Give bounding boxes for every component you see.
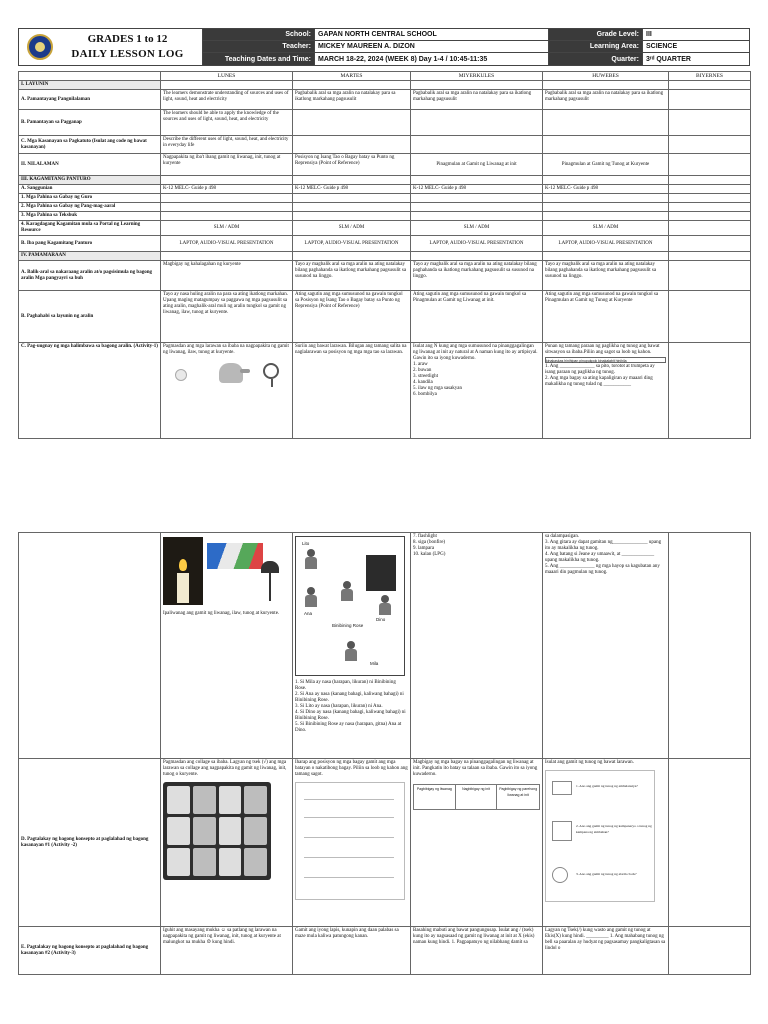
row-label-pag-uugnay: C. Pag-uugnay ng mga halimbawa sa bagong aralin. (Activity-1) <box>19 343 161 439</box>
person-icon <box>304 549 318 569</box>
row-label-pagtalakay-1: D. Pagtalakay ng bagong konsepto at paglalahad ng bagong kasanayan #1 (Activity -2) <box>19 759 161 927</box>
p2-mon-caption: Ipaliwanag ang gamit ng liwanag, ilaw, tunog at kuryente. <box>163 611 280 616</box>
candle-icon <box>163 537 203 605</box>
ambulance-icon <box>552 781 572 795</box>
lightbulb-icon <box>175 369 187 381</box>
cell <box>669 236 751 252</box>
list-item: 2. buwan <box>413 368 432 373</box>
cell: LAPTOP, AUDIO-VISUAL PRESENTATION <box>411 236 543 252</box>
cell-p2-mon <box>161 533 293 759</box>
teacher-value: MICKEY MAUREEN A. DIZON <box>315 41 549 53</box>
church-bell-icon <box>552 821 572 841</box>
header-info-grid <box>203 29 749 65</box>
blackboard-icon <box>366 555 396 591</box>
row-label-kasanayan: C. Mga Kasanayan sa Pagkatuto (Isulat ang code ng bawat kasanayan) <box>19 136 161 154</box>
day-friday: BIYERNES <box>669 72 751 81</box>
scene-name-dino: Dino <box>376 617 386 622</box>
list-item: 5. Ang ______________ ng mga hayop sa kagubatan any maaari din pagmulan ng tunog. <box>545 564 660 575</box>
cell <box>669 154 751 176</box>
cell: Suriin ang bawat larawan. Bilugan ang tamang salita na naglalarawan sa posisyon ng mga mga tao sa larawan. <box>293 343 411 439</box>
lesson-table-page-2 <box>18 532 751 975</box>
row-label-balik-aral: A. Balik-aral sa nakaraang aralin at/o pagsisimula ng bagong aralin Mga pangyayri sa buh <box>19 261 161 291</box>
sources-col-heat: Nagbibigay ng init <box>456 785 498 809</box>
person-icon <box>304 587 318 607</box>
section-pamamaraan: IV. PAMAMARAAN <box>19 252 161 261</box>
cell: Ating sagutin ang mga sumusunod na gawain tungkol sa Posisyon ng Isang Tao o Bagay batay sa Punto ng Reprensiya (Point of Reference) <box>293 291 411 343</box>
cell: Nagpapakita ng iba't ibang gamit ng liwanag, init, tunog at kuryente <box>161 154 293 176</box>
row-label-nilalaman: II. NILALAMAN <box>19 154 161 176</box>
row-label-iba-pang: B. Iba pang Kagamitang Panturo <box>19 236 161 252</box>
cell: SLM / ADM <box>543 221 669 236</box>
row-label-pamantayang: A. Pamantayang Pangnilalaman <box>19 90 161 110</box>
choices-box: kinakaskas hinihipan pinupukpok kinakalabit hinihila <box>545 357 666 363</box>
cell: Ating sagutin ang mga sumusunod na gawain tungkol sa Pinagmulan at Gamit ng Tunog at Kuryente <box>543 291 669 343</box>
list-item: 1. araw <box>413 362 428 367</box>
row-label-gabay-guro: 1. Mga Pahina sa Gabay ng Guro <box>19 194 161 203</box>
cell: Pagbabalik aral sa mga aralin na natalakay para sa ikatlong markahang pagsusulit <box>543 90 669 110</box>
grade-value: III <box>643 29 749 41</box>
sources-col-both: Pagbibigay ng parehong liwanag at init <box>499 787 538 797</box>
cell-activity2-thu <box>543 759 669 927</box>
sources-table <box>413 784 540 810</box>
dates-value: MARCH 18-22, 2024 (WEEK 8) Day 1-4 / 10:45-11:35 <box>315 53 549 65</box>
dates-label: Teaching Dates and Time: <box>203 53 315 65</box>
list-item: 3. Ang gitara ay dapat gamitan ng______________ upang ito ay makalikha ng tunog. <box>545 540 662 551</box>
cell-activity1-mon <box>161 343 293 439</box>
list-item: 1. Ang ______________ sa pito, torotot at trumpeta ay isang paraan ng paglikha ng tunog. <box>545 364 655 375</box>
quarter-label: Quarter: <box>549 53 643 65</box>
cell: LAPTOP, AUDIO-VISUAL PRESENTATION <box>543 236 669 252</box>
cell-empty <box>669 533 751 759</box>
cell-empty <box>669 343 751 439</box>
cell: K-12 MELC- Guide p 498 <box>293 185 411 194</box>
list-item: 2. Si Ana ay nasa (kanang bahagi, kaliwang bahagi) ni Binibining Rose. <box>295 692 404 703</box>
worksheet-picture <box>295 782 405 900</box>
cell: SLM / ADM <box>411 221 543 236</box>
cell-p2-wed <box>411 533 543 759</box>
light-sources-picture <box>163 537 290 611</box>
row-label-pagganap: B. Pamantayan sa Pagganap <box>19 110 161 136</box>
header <box>18 28 750 66</box>
cell-empty <box>19 533 161 759</box>
collage-picture <box>163 782 271 880</box>
activity2-thu-text: Isulat ang gamit ng tunog ng bawat larawan. <box>545 760 634 765</box>
cell-activity2-mon <box>161 759 293 927</box>
cell-activity2-tue <box>293 759 411 927</box>
cell <box>669 291 751 343</box>
cell <box>669 136 751 154</box>
row-label-gabay-magaaral: 2. Mga Pahina sa Gabay ng Pang-mag-aaral <box>19 203 161 212</box>
cell <box>669 110 751 136</box>
list-item: 7. flashlight <box>413 534 437 539</box>
cell <box>293 110 411 136</box>
activity2-mon-text: Pagmasdan ang collage sa ibaba. Lagyan ng tsek (√) ang mga larawan sa collage ang nagpapakita ng gamit ng liwanag, init, tunog o kuryente. <box>163 760 287 777</box>
deped-seal-icon <box>27 34 53 60</box>
list-item: 4. Si Dino ay nasa (kanang bahagi, kaliwang bahagi) ni Binibining Rose. <box>295 710 406 721</box>
title-grades: GRADES 1 to 12 <box>87 33 168 45</box>
cell: Gamit ang iyong lapis, kunapin ang daan palabas sa maze mula kaliwa patungong kanan. <box>293 927 411 975</box>
school-value: GAPAN NORTH CENTRAL SCHOOL <box>315 29 549 41</box>
cell <box>669 90 751 110</box>
activity2-tue-text: Iharap ang posisyon ng mga bagay gamit ang mga batayan o nakatibong bagay. Piliin sa loob ng kahon ang tamang sagot. <box>295 760 408 777</box>
person-icon <box>340 581 354 601</box>
days-header-row <box>19 72 751 81</box>
grade-label: Grade Level: <box>549 29 643 41</box>
cell: Tayo ay magbalik aral sa mga aralin na ating natalakay bilang paghahanda sa ikatlong markahang pagsusulit sa susunod na linggo. <box>543 261 669 291</box>
list-item: 6. bombilya <box>413 392 437 397</box>
cell: Tayo ay nasa huling aralin na para sa ating ikatlong markahan. Upang maging matagumpay sa paggawa ng mga pagsusulit sa ating aralin, maghalik-aral muli ng aralin tungkol sa gamit ng liwanag, ilaw, tunog at kuryente. <box>161 291 293 343</box>
school-label: School: <box>203 29 315 41</box>
activity1-mon-text: Pagmasdan ang mga larawan sa ibaba na nagpapakita ng gamit ng liwanag, ilaw, tunog at kuryente. <box>163 344 289 355</box>
alarm-clock-icon <box>552 867 568 883</box>
cell: Tayo ay magbalik aral sa mga aralin na ating natalakay bilang paghahanda sa ikatlong markahang pagsusulit sa susunod na linggo. <box>411 261 543 291</box>
cell-p2-thu <box>543 533 669 759</box>
cell: K-12 MELC- Guide p 498 <box>161 185 293 194</box>
cell: Magbigay ng kahalagahan ng kuryente <box>161 261 293 291</box>
cell-p2-tue <box>293 533 411 759</box>
cell: Pinagmulan at Gamit ng Tunog at Kuryente <box>543 154 669 176</box>
section-kagamitan: III. KAGAMITANG PANTURO <box>19 176 161 185</box>
blank-header <box>19 72 161 81</box>
teacher-label: Teacher: <box>203 41 315 53</box>
fan-icon <box>263 363 279 379</box>
lamp-icon <box>261 561 279 601</box>
cell-activity2-wed <box>411 759 543 927</box>
lesson-table-page-1 <box>18 71 751 439</box>
classroom-scene-picture <box>295 536 405 676</box>
list-item: 3. streetlight <box>413 374 438 379</box>
ws-line: 3. Ano ang gamit ng tunog ng alarm clock? <box>576 872 637 876</box>
section-layunin: I. LAYUNIN <box>19 81 161 90</box>
list-item: 8. siga (bonfire) <box>413 540 446 545</box>
list-item: 3. Si Lito ay nasa (harapan, likuran) ni Ana. <box>295 704 383 709</box>
titles <box>53 32 202 62</box>
cell: SLM / ADM <box>161 221 293 236</box>
ws-line: 2. Ano ang gamit ng tunog ng kampanaryo o tunog ng kampana ng simbahan? <box>576 824 652 834</box>
activity1-wed-text: Isulat ang N kung ang mga sumusunod na pinanggagalingan ng liwanag at init ay natural at A naman kung ito ay artipisyal. Gawin ito sa iyong kuwaderno. <box>413 344 538 361</box>
cell-empty <box>669 927 751 975</box>
cell: The learners should be able to apply the knowledge of the sources and uses of light, sound, heat, and electricity <box>161 110 293 136</box>
flags-icon <box>207 543 263 569</box>
list-item: 4. Ang batang si Jeane ay umaawit, at _____________ upang makalikha ng tunog. <box>545 552 655 563</box>
cell <box>543 110 669 136</box>
activity1-thu-text: Punan ng tamang paraan ng paglikha ng tunog ang bawat sitwasyon sa ibaba.Piliin ang sagot sa loob ng kahon. <box>545 344 660 355</box>
cell-activity1-wed <box>411 343 543 439</box>
sources-col-light: Pagbibigay ng liwanag <box>414 785 456 809</box>
list-item: 4. kandila <box>413 380 433 385</box>
person-icon <box>344 641 358 661</box>
cell: SLM / ADM <box>293 221 411 236</box>
cell: LAPTOP, AUDIO-VISUAL PRESENTATION <box>293 236 411 252</box>
cell: K-12 MELC- Guide p 498 <box>411 185 543 194</box>
cell <box>669 261 751 291</box>
list-item: 2. Ang mga bagay sa ating kapaligiran ay maaari ding makalikha ng tunog tulad ng ___________ <box>545 376 653 387</box>
scene-name-mila: Mila <box>370 661 379 666</box>
cell: Tayo ay magbalik aral sa mga aralin na ating natalakay bilang paghahanda sa ikatlong markahang pagsusulit sa susunod na linggo. <box>293 261 411 291</box>
activity2-wed-text: Magbigay ng mga bagay na pinanggagalingan ng liwanag at init. Pangkatin ito batay sa talaan sa ibaba. Gawin ito sa iyong kuwaderno. <box>413 760 538 777</box>
cell: LAPTOP, AUDIO-VISUAL PRESENTATION <box>161 236 293 252</box>
day-thursday: HUWEBES <box>543 72 669 81</box>
cell: The learners demonstrate understanding of sources and uses of light, sound, heat and electricity <box>161 90 293 110</box>
list-item: 10. kalan (LPG) <box>413 552 446 557</box>
row-label-karagdagang: 4. Karagdagang Kagamitan mula sa Portal ng Learning Resource <box>19 221 161 236</box>
day-tuesday: MARTES <box>293 72 411 81</box>
cell: Basahing mabuti ang bawat pangungusap. Isulat ang / (tsek) kung ito ay nagsasaad ng gamit ng liwanag at init at X (ekis) naman kung hindi. 1. Pagpapatuyo ng nilabhang damit sa <box>411 927 543 975</box>
ws-line: 1. Ano ang gamit ng tunog ng ambulansiya? <box>576 784 638 788</box>
list-item: 9. lampara <box>413 546 435 551</box>
cell-empty <box>669 759 751 927</box>
title-dll: DAILY LESSON LOG <box>71 48 184 60</box>
cell: Iguhit ang masayang mukha ☺ sa patlang ng larawan na nagpapakita ng gamit ng liwanag, init, tunog at kuryente at malungkot na mukha ☹ kung hindi. <box>161 927 293 975</box>
cell: Describe the different uses of light, sound, heat, and electricity in everyday life <box>161 136 293 154</box>
cell: Pagbabalik aral sa mga aralin na natalakay para sa ikatlong markahang pagsusulit <box>293 90 411 110</box>
cell: Pagbabalik aral sa mga aralin na natalakay para sa ikatlong markahang pagsusulit <box>411 90 543 110</box>
day-wednesday: MIYERKULES <box>411 72 543 81</box>
area-value: SCIENCE <box>643 41 749 53</box>
list-item: sa dalampasigan. <box>545 534 580 539</box>
cell: Posisyon ng Isang Tao o Bagay batay sa Punto ng Reprensiya (Point of Reference) <box>293 154 411 176</box>
cell: Lagyan ng Tsek(/) kung wasto ang gamit ng tunog at Ekis(X) kung hindi. _________ 1. Ang mahabang tunog ng bell sa paaralan ay hudyat ng pagsasamay pangkaligtasan sa lindol o <box>543 927 669 975</box>
sound-worksheet-picture <box>545 770 655 902</box>
row-label-sanggunian: A. Sanggunian <box>19 185 161 194</box>
cell: K-12 MELC- Guide p 498 <box>543 185 669 194</box>
quarter-value: 3ʳᵈ QUARTER <box>646 55 691 63</box>
cell <box>293 136 411 154</box>
cell: Pinagmulan at Gamit ng Liwanag at init <box>411 154 543 176</box>
cell: Ating sagutin ang mga sumusunod na gawain tungkol sa Pinagmulan at Gamit ng Liwanag at init. <box>411 291 543 343</box>
list-item: 1. Si Mila ay nasa (harapan, likuran) ni Binibining Rose. <box>295 680 396 691</box>
cell-activity1-thu <box>543 343 669 439</box>
scene-name-ana: Ana <box>304 611 313 616</box>
list-item: 5. ilaw ng mga sasakyan <box>413 386 463 391</box>
list-item: 5. Si Binibining Rose ay nasa (harapan, gitna) Ana at Dino. <box>295 722 402 733</box>
person-icon <box>378 595 392 615</box>
cell <box>411 136 543 154</box>
scene-name-lito: Lito <box>302 541 310 546</box>
row-label-teksbuk: 3. Mga Pahina sa Teksbuk <box>19 212 161 221</box>
area-label: Learning Area: <box>549 41 643 53</box>
cell <box>411 110 543 136</box>
day-monday: LUNES <box>161 72 293 81</box>
cell <box>543 136 669 154</box>
cell <box>669 221 751 236</box>
row-label-pagtalakay-2: E. Pagtalakay ng bagong konsepto at paglalahad ng bagong kasanayan #2 (Activity-3) <box>19 927 161 975</box>
kettle-icon <box>219 363 243 383</box>
scene-name-rose: Binibining Rose <box>332 623 364 628</box>
title-block <box>19 29 203 65</box>
row-label-paghahabi: B. Paghahabi sa layunin ng aralin <box>19 291 161 343</box>
cell <box>669 185 751 194</box>
